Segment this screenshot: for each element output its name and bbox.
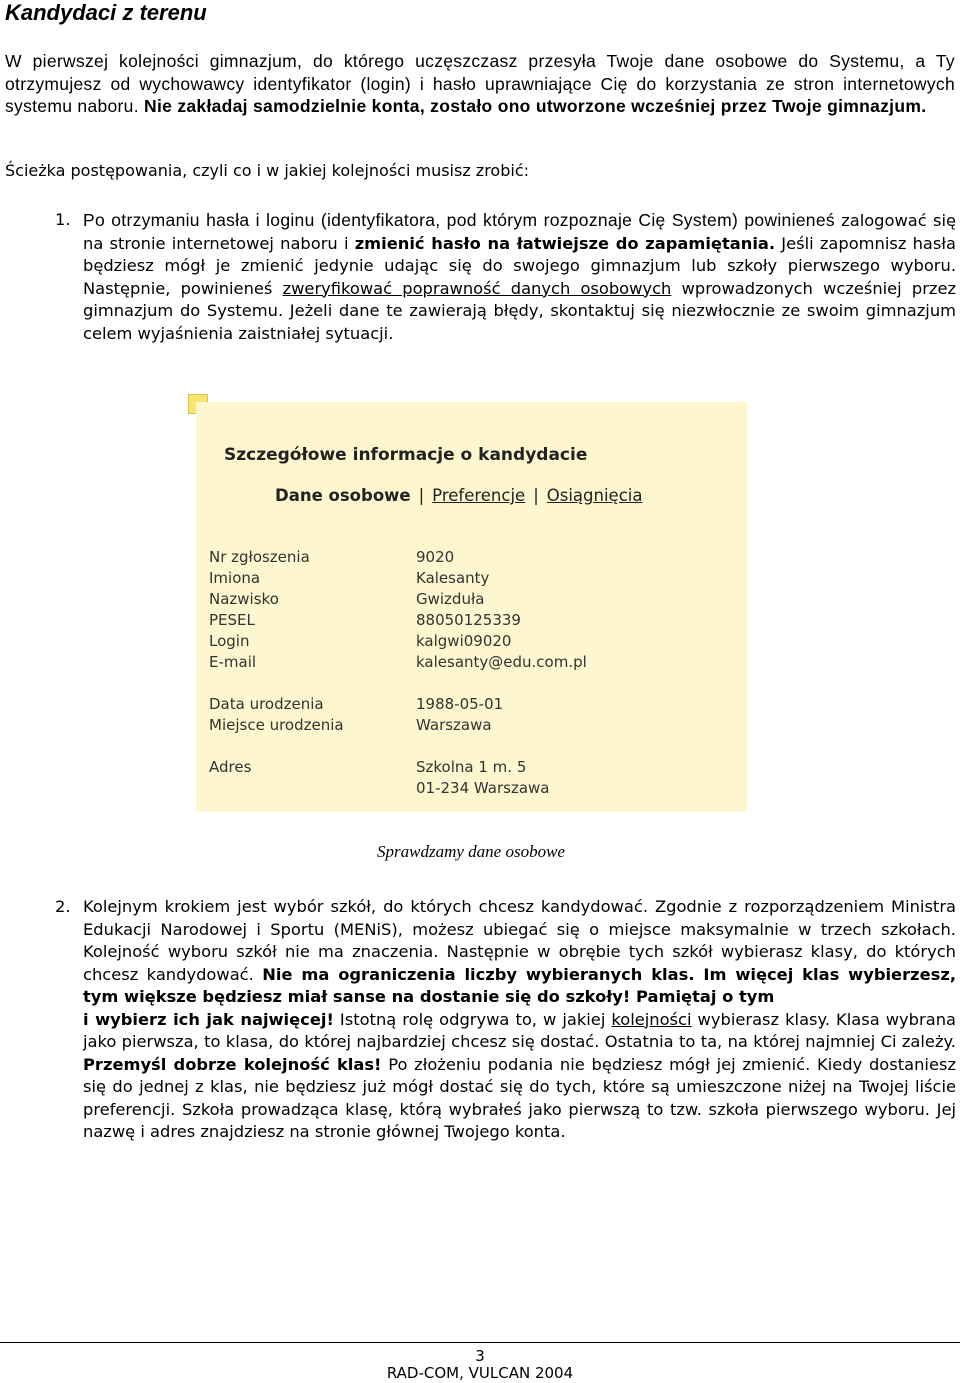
- step-2-text-a: Kolejnym krokiem jest wybór szkół, do których chcesz kandydować. Zgodnie z rozporządzeniem Ministra Edukacji Narodowej i Sportu (MENiS), możesz ubiegać się o miejsce maksymalnie w trzech szkołach. Kolejność wyboru szkół nie ma znaczenia. Następnie w obrębie tych szkół wybierasz klasy, do których chcesz kandydować.: [83, 897, 956, 984]
- step-1-text-a: Po otrzymaniu hasła i loginu (identyfikatora, pod którym rozpoznaje Cię System) powinieneś: [83, 210, 835, 230]
- page-number: 3: [475, 1347, 485, 1365]
- field-labels-basic: [209, 547, 310, 673]
- step-2-text-c: wybierasz klasy. Klasa wybrana jako pierwsza, to klasa, do której najbardziej chcesz się dostać. Ostatnia to ta, na której najmniej Ci zależy.: [83, 1009, 956, 1051]
- step-2-number: 2.: [55, 897, 71, 916]
- details-title: Szczegółowe informacje o kandydacie: [224, 445, 588, 465]
- field-label: Nazwisko: [209, 590, 279, 608]
- field-value: Warszawa: [416, 716, 492, 734]
- step-1-number: 1.: [55, 210, 71, 229]
- field-values-basic: [416, 547, 587, 673]
- step-2-body: [83, 896, 956, 1144]
- step-2-text-b: Istotną rolę odgrywa to, w jakiej: [333, 1009, 612, 1029]
- field-label: PESEL: [209, 611, 255, 629]
- step-2-bold-d: Przemyśl dobrze kolejność klas!: [83, 1054, 382, 1074]
- tab-personal-data[interactable]: Dane osobowe: [275, 486, 411, 505]
- step-2-bold-a: Nie ma ograniczenia liczby wybieranych klas.: [262, 964, 695, 984]
- step-2: [55, 896, 956, 1144]
- step-2-bold-b: Im więcej klas wybierzesz, tym większe będziesz miał sanse na dostanie się do szkoły! Pamiętaj o tym: [83, 964, 956, 1006]
- step-1-text-d: wprowadzonych wcześniej przez gimnazjum do Systemu. Jeżeli dane te zawierają błędy, skontaktuj się niezwłocznie ze swoim gimnazjum celem wyjaśnienia zaistniałej sytuacji.: [83, 278, 957, 343]
- intro-text: W pierwszej kolejności gimnazjum, do którego uczęszczasz przesyła Twoje dane osobowe do Systemu, a Ty otrzymujesz od wychowawcy identyfikator (login) i hasło uprawniające Cię do korzystania ze stron internetowych systemu naboru.: [5, 51, 955, 116]
- field-label: Nr zgłoszenia: [209, 548, 310, 566]
- step-1-body: [83, 209, 956, 345]
- path-intro: Ścieżka postępowania, czyli co i w jakiej kolejności musisz zrobić:: [5, 161, 530, 180]
- figure-caption: Sprawdzamy dane osobowe: [377, 842, 565, 861]
- field-values-address: [416, 757, 549, 799]
- field-label: Login: [209, 632, 250, 650]
- step-1-text-c: Jeśli zapomnisz hasła będziesz mógł je zmienić jedynie udając się do swojego gimnazjum lub szkoły pierwszego wyboru. Następnie, powinieneś: [83, 233, 956, 298]
- field-value: Szkolna 1 m. 5: [416, 758, 527, 776]
- step-1-underline: zweryfikować poprawność danych osobowych: [282, 278, 672, 298]
- field-value: 01-234 Warszawa: [416, 779, 550, 797]
- field-label: Miejsce urodzenia: [209, 716, 344, 734]
- section-heading: Kandydaci z terenu: [5, 0, 207, 25]
- field-values-birth: [416, 694, 503, 736]
- field-value: kalesanty@edu.com.pl: [416, 653, 587, 671]
- tab-achievements[interactable]: Osiągnięcia: [546, 486, 643, 505]
- candidate-details-screenshot: [196, 402, 747, 812]
- field-value: Gwizduła: [416, 590, 485, 608]
- tab-separator: |: [418, 486, 425, 505]
- step-1: [55, 209, 956, 345]
- field-label: Data urodzenia: [209, 695, 324, 713]
- footer-rule: [0, 1342, 960, 1343]
- field-value: 9020: [416, 548, 455, 566]
- field-label: Adres: [209, 758, 252, 776]
- field-value: 88050125339: [416, 611, 521, 629]
- field-label: E-mail: [209, 653, 257, 671]
- step-2-text-d: Po złożeniu podania nie będziesz mógł jej zmienić. Kiedy dostaniesz się do jednej z klas, nie będziesz już mógł dostać się do tych, które są umieszczone niżej na Twojej liście preferencji. Szkoła prowadząca klasę, którą wybrałeś jako pierwszą to tzw. szkoła pierwszego wyboru. Jej nazwę i adres znajdziesz na stronie głównej Twojego konta.: [83, 1054, 956, 1141]
- field-value: 1988-05-01: [416, 695, 504, 713]
- step-1-bold: zmienić hasło na łatwiejsze do zapamiętania.: [354, 233, 776, 253]
- tab-preferences[interactable]: Preferencje: [432, 486, 526, 505]
- step-2-bold-c: i wybierz ich jak najwięcej!: [83, 1009, 334, 1029]
- intro-bold: Nie zakładaj samodzielnie konta, zostało ono utworzone wcześniej przez Twoje gimnazjum.: [144, 96, 927, 116]
- field-labels-address: [209, 757, 251, 778]
- field-labels-birth: [209, 694, 344, 736]
- footer-text: RAD-COM, VULCAN 2004: [386, 1364, 574, 1382]
- field-label: Imiona: [209, 569, 261, 587]
- field-value: Kalesanty: [416, 569, 490, 587]
- step-1-text-b: zalogować się na stronie internetowej naboru i: [83, 211, 956, 253]
- intro-paragraph: [5, 50, 955, 118]
- step-2-underline: kolejności: [611, 1009, 692, 1029]
- details-tabs: [275, 486, 642, 505]
- field-value: kalgwi09020: [416, 632, 512, 650]
- tab-separator: |: [533, 486, 539, 505]
